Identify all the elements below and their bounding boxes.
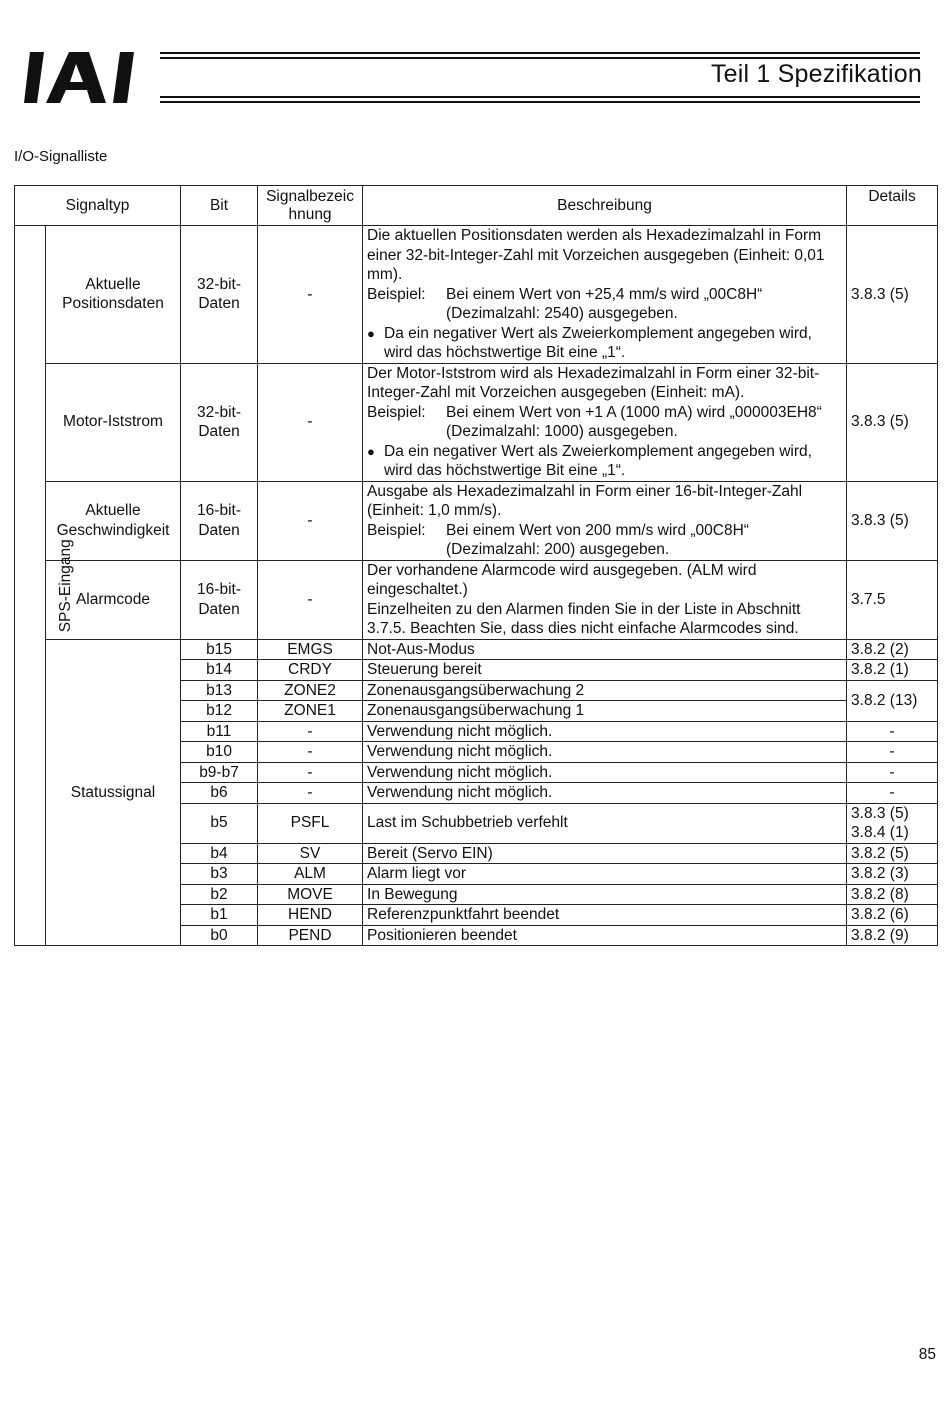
cell-bit: 16-bit-Daten — [181, 481, 258, 560]
example-text: Bei einem Wert von +25,4 mm/s wird „00C8H“ (Dezimalzahl: 2540) ausgegeben. — [446, 285, 763, 322]
cell-signaltyp: Aktuelle Positionsdaten — [46, 226, 181, 364]
cell-bit: b14 — [181, 660, 258, 681]
cell-beschreibung: Verwendung nicht möglich. — [363, 721, 847, 742]
desc-intro: Die aktuellen Positionsdaten werden als Hexadezimalzahl in Form einer 32-bit-Integer-Zahl mit Vorzeichen ausgegeben (Einheit: 0,01 mm). — [367, 227, 825, 283]
cell-signalname: PSFL — [258, 803, 363, 843]
cell-bit: b11 — [181, 721, 258, 742]
table-row — [15, 639, 938, 660]
desc-example — [367, 285, 842, 324]
section-title: I/O-Signalliste — [14, 148, 108, 165]
cell-beschreibung: Not-Aus-Modus — [363, 639, 847, 660]
table-header-row — [15, 186, 938, 226]
cell-beschreibung: In Bewegung — [363, 884, 847, 905]
cell-bit: b12 — [181, 701, 258, 722]
cell-signaltyp: Aktuelle Geschwindigkeit — [46, 481, 181, 560]
cell-signalname: - — [258, 783, 363, 804]
bullet-text: Da ein negativer Wert als Zweierkomplement angegeben wird, wird das höchstwertige Bit eine „1“. — [384, 324, 812, 361]
cell-details: 3.8.2 (2) — [847, 639, 938, 660]
desc-more: Einzelheiten zu den Alarmen finden Sie in der Liste in Abschnitt 3.7.5. Beachten Sie, dass dies nicht einfache Alarmcodes sind. — [367, 600, 801, 637]
cell-bit: b15 — [181, 639, 258, 660]
cell-bit: b5 — [181, 803, 258, 843]
header-details: Details — [847, 186, 938, 226]
cell-bit: b0 — [181, 925, 258, 946]
cell-beschreibung: Bereit (Servo EIN) — [363, 843, 847, 864]
table-row — [15, 560, 938, 639]
example-text: Bei einem Wert von 200 mm/s wird „00C8H“ (Dezimalzahl: 200) ausgegeben. — [446, 521, 749, 558]
cell-bit: b13 — [181, 680, 258, 701]
cell-signaltyp: Motor-Iststrom — [46, 363, 181, 481]
cell-signalname: SV — [258, 843, 363, 864]
desc-intro: Ausgabe als Hexadezimalzahl in Form einer 16-bit-Integer-Zahl (Einheit: 1,0 mm/s). — [367, 482, 803, 519]
cell-details: 3.8.2 (8) — [847, 884, 938, 905]
header-bit: Bit — [181, 186, 258, 226]
cell-details: 3.8.2 (5) — [847, 843, 938, 864]
cell-bit: b3 — [181, 864, 258, 885]
header-beschreibung: Beschreibung — [363, 186, 847, 226]
cell-details: 3.8.3 (5) — [847, 226, 938, 364]
cell-bit: 32-bit-Daten — [181, 363, 258, 481]
table-row — [15, 481, 938, 560]
iai-logo — [24, 50, 164, 105]
bullet-icon: ● — [367, 443, 375, 459]
cell-signalname: - — [258, 742, 363, 763]
table-row — [15, 226, 938, 364]
cell-beschreibung — [363, 481, 847, 560]
cell-details: - — [847, 762, 938, 783]
cell-signalname: ZONE2 — [258, 680, 363, 701]
cell-beschreibung: Last im Schubbetrieb verfehlt — [363, 803, 847, 843]
example-text: Bei einem Wert von +1 A (1000 mA) wird „000003EH8“ (Dezimalzahl: 1000) ausgegeben. — [446, 403, 822, 440]
cell-details: - — [847, 721, 938, 742]
io-signal-table — [14, 185, 938, 946]
cell-signaltyp: Alarmcode — [46, 560, 181, 639]
cell-details: 3.8.2 (6) — [847, 905, 938, 926]
cell-details: 3.8.2 (9) — [847, 925, 938, 946]
cell-signalname: MOVE — [258, 884, 363, 905]
desc-example — [367, 403, 842, 442]
header-signaltyp: Signaltyp — [15, 186, 181, 226]
cell-details: 3.8.3 (5) — [847, 481, 938, 560]
cell-signalname: - — [258, 363, 363, 481]
cell-signalname: - — [258, 560, 363, 639]
cell-beschreibung: Verwendung nicht möglich. — [363, 783, 847, 804]
bullet-text: Da ein negativer Wert als Zweierkomplement angegeben wird, wird das höchstwertige Bit eine „1“. — [384, 442, 812, 479]
cell-details: - — [847, 783, 938, 804]
cell-beschreibung — [363, 226, 847, 364]
cell-beschreibung: Positionieren beendet — [363, 925, 847, 946]
cell-bit: b1 — [181, 905, 258, 926]
desc-bullet — [367, 442, 842, 481]
cell-beschreibung: Alarm liegt vor — [363, 864, 847, 885]
example-label: Beispiel: — [367, 521, 426, 539]
cell-signalname: - — [258, 762, 363, 783]
cell-details — [847, 803, 938, 843]
details-line-2: 3.8.4 (1) — [851, 824, 909, 841]
desc-intro: Der Motor-Iststrom wird als Hexadezimalzahl in Form einer 32-bit-Integer-Zahl mit Vorzeichen ausgegeben (Einheit: mA). — [367, 364, 820, 401]
cell-bit: b6 — [181, 783, 258, 804]
cell-signalname: CRDY — [258, 660, 363, 681]
cell-bit: b10 — [181, 742, 258, 763]
cell-signalname: - — [258, 481, 363, 560]
cell-bit: b9-b7 — [181, 762, 258, 783]
details-line-1: 3.8.3 (5) — [851, 804, 909, 822]
page-title: Teil 1 Spezifikation — [705, 60, 922, 89]
cell-beschreibung: Steuerung bereit — [363, 660, 847, 681]
group-label: SPS-Eingang — [56, 538, 74, 633]
cell-bit: 16-bit-Daten — [181, 560, 258, 639]
cell-signalname: EMGS — [258, 639, 363, 660]
desc-bullet — [367, 324, 842, 363]
cell-details: 3.8.3 (5) — [847, 363, 938, 481]
cell-details: - — [847, 742, 938, 763]
cell-signalname: HEND — [258, 905, 363, 926]
cell-signalname: - — [258, 226, 363, 364]
cell-beschreibung: Zonenausgangsüberwachung 1 — [363, 701, 847, 722]
cell-signalname: ALM — [258, 864, 363, 885]
cell-beschreibung — [363, 560, 847, 639]
example-label: Beispiel: — [367, 403, 426, 421]
page-number: 85 — [918, 1346, 936, 1363]
cell-beschreibung: Zonenausgangsüberwachung 2 — [363, 680, 847, 701]
cell-beschreibung — [363, 363, 847, 481]
cell-beschreibung: Verwendung nicht möglich. — [363, 742, 847, 763]
cell-signalname: - — [258, 721, 363, 742]
cell-bit: 32-bit-Daten — [181, 226, 258, 364]
desc-example — [367, 521, 842, 560]
cell-signalname: ZONE1 — [258, 701, 363, 722]
cell-details: 3.7.5 — [847, 560, 938, 639]
cell-bit: b4 — [181, 843, 258, 864]
cell-beschreibung: Referenzpunktfahrt beendet — [363, 905, 847, 926]
cell-signaltyp-status: Statussignal — [46, 639, 181, 946]
group-sps-eingang — [15, 226, 74, 946]
cell-beschreibung: Verwendung nicht möglich. — [363, 762, 847, 783]
table-row — [15, 363, 938, 481]
cell-details: 3.8.2 (1) — [847, 660, 938, 681]
desc-intro: Der vorhandene Alarmcode wird ausgegeben. (ALM wird eingeschaltet.) — [367, 561, 757, 598]
bullet-icon: ● — [367, 325, 375, 341]
example-label: Beispiel: — [367, 285, 426, 303]
cell-bit: b2 — [181, 884, 258, 905]
cell-signalname: PEND — [258, 925, 363, 946]
cell-details: 3.8.2 (13) — [847, 680, 938, 721]
header-signalbezeichnung: Signalbezeic hnung — [258, 186, 363, 226]
cell-details: 3.8.2 (3) — [847, 864, 938, 885]
